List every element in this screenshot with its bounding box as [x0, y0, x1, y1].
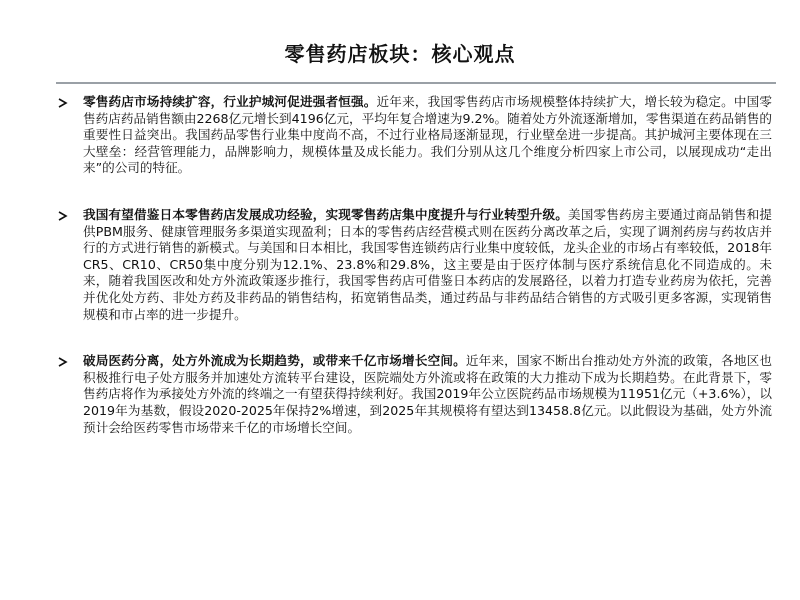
slide-title: 零售药店板块：核心观点 — [284, 42, 516, 66]
title-divider — [56, 82, 776, 84]
arrowhead-bullet-icon — [58, 211, 68, 221]
key-point-1 — [56, 94, 772, 177]
key-point-3 — [56, 353, 772, 436]
key-point-2-lead: 我国有望借鉴日本零售药店发展成功经验，实现零售药店集中度提升与行业转型升级。 — [83, 206, 568, 222]
key-point-1-lead: 零售药店市场持续扩容，行业护城河促进强者恒强。 — [83, 94, 377, 109]
key-points-list — [56, 94, 772, 436]
key-point-1-body: 近年来，我国零售药店市场规模整体持续扩大，增长较为稳定。中国零售药店药品销售额由2268亿元增长到4196亿元，平均年复合增速为9.2%。随着处方外流逐渐增加，零售渠道在药品销售的重要性日益突出。我国药品零售行业集中度尚不高，不过行业格局逐渐显现，行业壁垒进一步提高。其护城河主要体现在三大壁垒：经营管理能力，品牌影响力，规模体量及成长能力。我们分别从这几个维度分析四家上市公司，以展现成功“走出来”的公司的特征。 — [83, 94, 773, 176]
key-point-2 — [56, 207, 772, 323]
key-point-2-body: 美国零售药房主要通过商品销售和提供PBM服务、健康管理服务多渠道实现盈利；日本的零售药店经营模式则在医药分离改革之后，实现了调剂药房与药妆店并行的方式进行销售的新模式。与美国和日本相比，我国零售连锁药店行业集中度较低，龙头企业的市场占有率较低，2018年CR5、CR10、CR50集中度分别为12.1%、23.8%和29.8%，这主要是由于医疗体制与医疗系统信息化不同造成的。未来，随着我国医改和处方外流政策逐步推行，我国零售药店可借鉴日本药店的发展路径，以着力打造专业药房为依托，完善并优化处方药、非处方药及非药品的销售结构，拓宽销售品类，通过药品与非药品结合销售的方式吸引更多客源，实现销售规模和市占率的进一步提升。 — [83, 206, 773, 322]
key-point-3-body: 近年来，国家不断出台推动处方外流的政策，各地区也积极推行电子处方服务并加速处方流转平台建设，医院端处方外流或将在政策的大力推动下成为长期趋势。在此背景下，零售药店将作为承接处方外流的终端之一有望获得持续利好。我国2019年公立医院药品市场规模为11951亿元（+3.6%），以2019年为基数，假设2020-2025年保持2%增速，到2025年其规模将有望达到13458.8亿元。以此假设为基础，处方外流预计会给医药零售市场带来千亿的市场增长空间。 — [83, 353, 773, 435]
arrowhead-bullet-icon — [58, 357, 68, 367]
key-point-3-lead: 破局医药分离，处方外流成为长期趋势，或带来千亿市场增长空间。 — [83, 353, 466, 369]
arrowhead-bullet-icon — [58, 98, 68, 108]
